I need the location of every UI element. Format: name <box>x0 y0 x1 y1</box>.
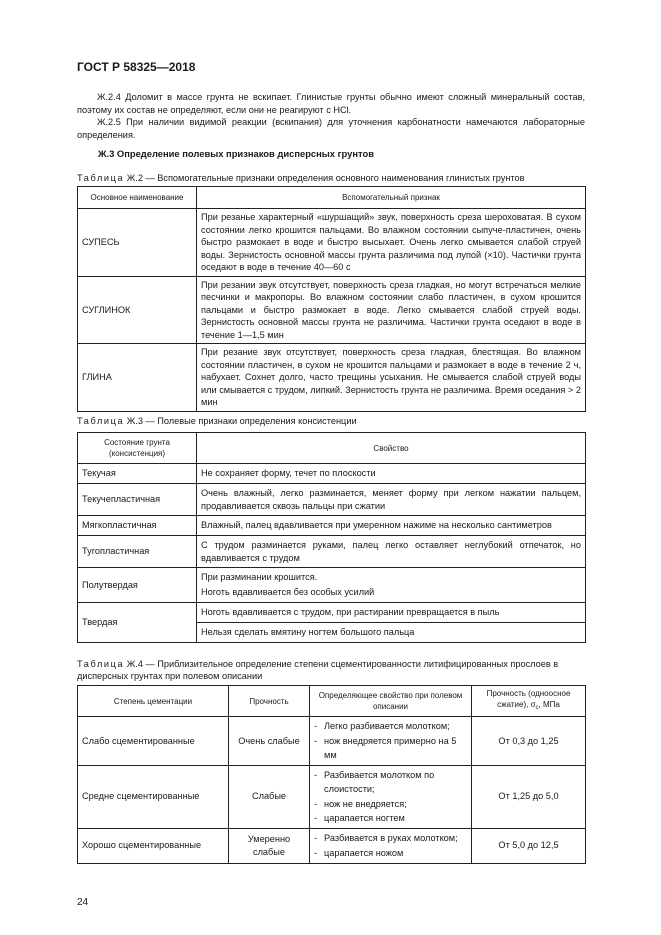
table-label: Таблица <box>77 659 125 669</box>
table-caption-text: Ж.2 — Вспомогательные признаки определения основного наименования глинистых грунтов <box>124 173 525 183</box>
page-number: 24 <box>77 897 89 908</box>
consistency-cell: Тугопластичная <box>78 536 197 568</box>
cementation-cell: Средне сцементированные <box>78 765 229 828</box>
table-caption-zh4 <box>77 658 587 682</box>
document-header: ГОСТ Р 58325—2018 <box>77 60 196 74</box>
list-item: - царапается ножом <box>314 846 467 861</box>
table-zh2 <box>77 186 586 412</box>
cementation-cell: Слабо сцементированные <box>78 717 229 766</box>
property-cell: Ноготь вдавливается с трудом, при растирании превращается в пыль <box>197 603 586 623</box>
column-header: Прочность (одноосное сжатие), $\sigma_c$, МПа <box>472 686 586 717</box>
table-caption-text: Ж.3 — Полевые признаки определения консистенции <box>124 416 357 426</box>
paragraph-zh-2-4: Ж.2.4 Доломит в массе грунта не вскипает. Глинистые грунты обычно имеют сложный минеральный состав, поэтому их состав не определяют, если они не реагируют с HCl. <box>77 92 585 115</box>
property-cell <box>310 765 472 828</box>
table-row <box>78 344 586 412</box>
consistency-cell: Полутвердая <box>78 568 197 603</box>
property-cell: Нельзя сделать вмятину ногтем большого пальца <box>197 623 586 643</box>
consistency-cell: Текучепластичная <box>78 484 197 516</box>
list-item: - Разбивается молотком по слоистости; <box>314 768 467 797</box>
column-header: Определяющее свойство при полевом описании <box>310 686 472 717</box>
strength-cell: Слабые <box>229 765 310 828</box>
table-row <box>78 464 586 484</box>
cementation-cell: Хорошо сцементированные <box>78 828 229 863</box>
list-item: - Разбивается в руках молотком; <box>314 831 467 846</box>
column-header: Вспомогательный признак <box>197 187 586 209</box>
table-caption-zh3 <box>77 415 587 427</box>
strength-cell: Очень слабые <box>229 717 310 766</box>
soil-name-cell: СУПЕСЬ <box>78 209 197 277</box>
table-label: Таблица <box>77 416 125 426</box>
table-row <box>78 603 586 623</box>
property-cell: Очень влажный, легко разминается, меняет форму при легком нажатии пальцем, продавливается сквозь пальцы при сжатии <box>197 484 586 516</box>
property-line: При разминании крошится. <box>201 572 318 582</box>
property-cell <box>310 717 472 766</box>
table-row <box>78 484 586 516</box>
column-header: Основное наименование <box>78 187 197 209</box>
list-item: - царапается ногтем <box>314 811 467 826</box>
table-row <box>78 828 586 863</box>
table-caption-text: Ж.4 — Приблизительное определение степени сцементированности литифицированных прослоев в дисперсных грунтах при полевом описании <box>77 659 559 681</box>
property-line: Ноготь вдавливается без особых усилий <box>201 587 375 597</box>
table-row <box>78 516 586 536</box>
soil-feature-cell: При резании звук отсутствует, поверхность среза гладкая, но могут встречаться мелкие песчинки и макропоры. Во влажном состоянии слабо пластичен, в сухом крошится пальцами и быстро размокает в воде. Легко смывается слабой струей воды. Зернистость основной массы грунта не различима. Частички грунта оседают в воде в течение 1—1,5 мин <box>197 276 586 344</box>
consistency-cell: Текучая <box>78 464 197 484</box>
soil-feature-cell: При резанье характерный «шуршащий» звук, поверхность среза шероховатая. В сухом состоянии легко крошится пальцами. Во влажном состоянии сыпуче-пластичен, очень быстро размокает в воде и быстро высыхает. Очень легко смывается слабой струей воды. Зернистость основной массы грунта различима под лупой (×10). Частички грунта оседают в воде в течение 40—60 с <box>197 209 586 277</box>
property-cell <box>310 828 472 863</box>
strength-cell: Умеренно слабые <box>229 828 310 863</box>
list-item: - нож не внедряется; <box>314 797 467 812</box>
property-cell: С трудом разминается руками, палец легко оставляет неглубокий отпечаток, но вдавливается с трудом <box>197 536 586 568</box>
table-zh4 <box>77 685 586 864</box>
list-item: - нож внедряется примерно на 5 мм <box>314 734 467 763</box>
column-header: Свойство <box>197 433 586 464</box>
paragraph-zh-2-5: Ж.2.5 При наличии видимой реакции (вскипания) для уточнения карбонатности намечаются лабораторные определения. <box>77 117 585 140</box>
strength-value-cell: От 1,25 до 5,0 <box>472 765 586 828</box>
column-header: Прочность <box>229 686 310 717</box>
property-cell: Влажный, палец вдавливается при умеренном нажиме на несколько сантиметров <box>197 516 586 536</box>
strength-value-cell: От 0,3 до 1,25 <box>472 717 586 766</box>
consistency-cell: Твердая <box>78 603 197 643</box>
strength-value-cell: От 5,0 до 12,5 <box>472 828 586 863</box>
table-row <box>78 536 586 568</box>
table-row <box>78 765 586 828</box>
table-zh3 <box>77 432 586 643</box>
table-label: Таблица <box>77 173 125 183</box>
soil-name-cell: СУГЛИНОК <box>78 276 197 344</box>
table-caption-zh2 <box>77 172 587 184</box>
section-heading: Ж.3 Определение полевых признаков дисперсных грунтов <box>98 148 374 159</box>
property-cell <box>197 568 586 603</box>
table-row <box>78 568 586 603</box>
column-header: Степень цементации <box>78 686 229 717</box>
soil-feature-cell: При резание звук отсутствует, поверхность среза гладкая, блестящая. Во влажном состоянии пластичен, в сухом не крошится пальцами и размокает в воде в течение 2 ч, набухает. Сохнет долго, часто трещины усыхания. Не смывается слабой струей воды или смывается с трудом, липкий. Зернистость грунта не различима. Время оседания > 2 мин <box>197 344 586 412</box>
list-item: - Легко разбивается молотком; <box>314 719 467 734</box>
table-row <box>78 276 586 344</box>
soil-name-cell: ГЛИНА <box>78 344 197 412</box>
property-cell: Не сохраняет форму, течет по плоскости <box>197 464 586 484</box>
column-header: Состояние грунта (консистенция) <box>78 433 197 464</box>
table-row <box>78 209 586 277</box>
table-row <box>78 717 586 766</box>
consistency-cell: Мягкопластичная <box>78 516 197 536</box>
